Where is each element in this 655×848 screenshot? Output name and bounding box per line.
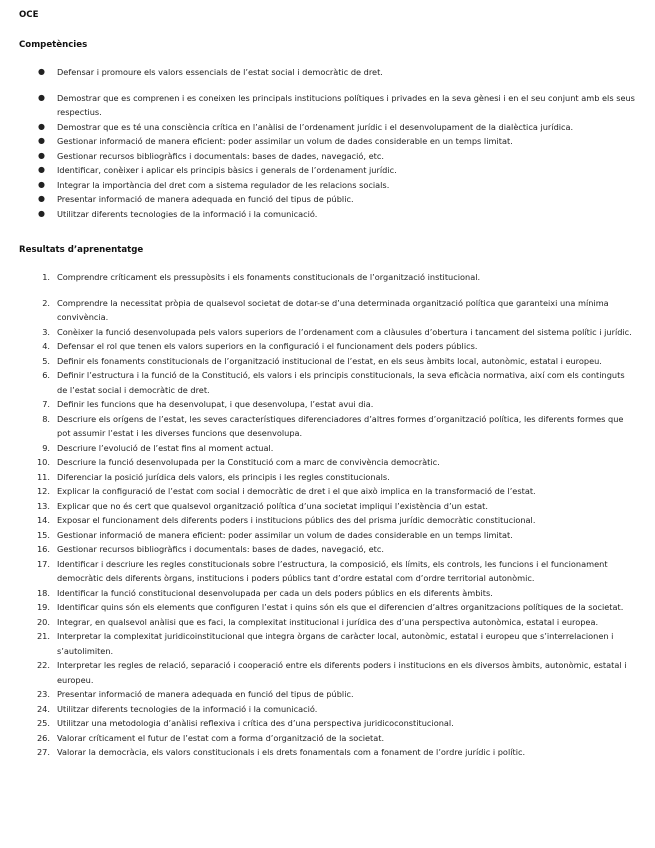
list-item: 11. Diferenciar la posició jurídica dels valors, els principis i les regles constitucionals. [36,471,390,482]
list-item: 1. Comprendre críticament els pressupòsits i els fonaments constitucionals de l’organització institucional. [42,272,481,282]
list-item: ● Gestionar informació de manera eficient: poder assimilar un volum de dades considerable en un temps limitat. [0,134,655,149]
competences-list [0,65,655,221]
bullet-icon: ● [38,121,45,131]
list-item: 21. Interpretar la complexitat juridicoinstitucional que integra òrgans de caràcter local, autonòmic, estatal i europeu que s’interrelacionen i s’autolimiten. [36,631,614,656]
list-item: 6. Definir l’estructura i la funció de la Constitució, els valors i els principis constitucionals, la seva eficàcia normativa, així com els continguts de l’estat social i democràtic de dret. [42,370,625,395]
results-list [0,270,655,760]
list-item: 9. Descriure l’evolució de l’estat fins al moment actual. [42,442,274,453]
list-item: 5. Definir els fonaments constitucionals de l’organització institucional de l’estat, en els seus àmbits local, autonòmic, estatal i europeu. [42,355,602,366]
list-item: 25. Utilitzar una metodologia d’anàlisi reflexiva i crítica des d’una perspectiva juridicoconstitucional. [36,718,454,728]
list-item: 13. Explicar que no és cert que qualsevol organització política d’una societat impliqui l’existència d’un estat. [36,500,488,511]
bullet-icon: ● [38,179,45,189]
list-item: ● Presentar informació de manera adequada en funció del tipus de públic. [0,192,655,207]
list-item: ● Demostrar que es comprenen i es coneixen les principals institucions polítiques i privades en la seva gènesi i en el seu conjunt amb els seus respectius. [38,92,635,117]
list-item: 22. Interpretar les regles de relació, separació i cooperació entre els diferents poders i institucions en els diversos àmbits, autonòmic, estatal i europeu. [36,660,627,685]
competences-heading: Competències [19,40,88,50]
list-item: ● Utilitzar diferents tecnologies de la informació i la comunicació. [0,207,655,222]
bullet-icon: ● [38,165,45,174]
list-item: ● Defensar i promoure els valors essencials de l’estat social i democràtic de dret. [0,65,655,80]
list-item: 7. Definir les funcions que ha desenvolupat, i que desenvolupa, l’estat avui dia. [42,399,374,409]
list-item: ● Integrar la importància del dret com a sistema regulador de les relacions socials. [0,178,655,193]
bullet-icon: ● [38,67,45,76]
list-item: 19. Identificar quins són els elements que configuren l’estat i quins són els que el diferencien d’altres organitzacions polítiques de la societat. [36,602,624,612]
list-item: ● Gestionar recursos bibliogràfics i documentals: bases de dades, navegació, etc. [0,149,655,164]
list-item: 18. Identificar la funció constitucional desenvolupada per cada un dels poders públics en els diferents àmbits. [36,587,493,598]
list-item: 27. Valorar la democràcia, els valors constitucionals i els drets fonamentals com a fonament de l’ordre jurídic i polític. [36,747,526,757]
bullet-icon: ● [38,208,45,218]
list-item: 2. Comprendre la necessitat pròpia de qualsevol societat de dotar-se d’una determinada organització política que garanteixi una mínima convivència. [42,297,609,322]
list-item: 17. Identificar i descriure les regles constitucionals sobre l’estructura, la composició, els límits, els controls, les funcions i el funcionament democràtic dels diferents òrgans, institucions i poders públics tant d’ordre estatal com d’ordre territorial autonòmic. [36,558,608,583]
list-item: 8. Descriure els orígens de l’estat, les seves característiques diferenciadores d’altres formes d’organització política, les diferents formes que pot assumir l’estat i les diverses funcions que desenvolupa. [42,413,624,438]
list-item: 4. Defensar el rol que tenen els valors superiors en la configuració i el funcionament dels poders públics. [42,341,478,351]
list-item: ● Identificar, conèixer i aplicar els principis bàsics i generals de l’ordenament jurídic. [0,163,655,178]
bullet-icon: ● [38,194,45,203]
list-item: 24. Utilitzar diferents tecnologies de la informació i la comunicació. [36,703,318,714]
bullet-icon: ● [38,136,45,145]
list-item: ● Demostrar que es té una consciència crítica en l’anàlisi de l’ordenament jurídic i el desenvolupament de la dialèctica jurídica. [0,120,655,135]
list-item: 20. Integrar, en qualsevol anàlisi que es faci, la complexitat institucional i jurídica des d’una perspectiva autonòmica, estatal i europea. [36,616,599,627]
list-item: 10. Descriure la funció desenvolupada per la Constitució com a marc de convivència democràtic. [36,457,440,467]
list-item: 15. Gestionar informació de manera eficient: poder assimilar un volum de dades considerable en un temps limitat. [36,529,513,540]
document-code: OCE [19,10,39,20]
bullet-icon: ● [38,92,45,102]
list-item: 12. Explicar la configuració de l’estat com social i democràtic de dret i el que això implica en la transformació de l’estat. [36,486,536,496]
list-item: 16. Gestionar recursos bibliogràfics i documentals: bases de dades, navegació, etc. [36,544,384,554]
list-item: 26. Valorar críticament el futur de l’estat com a forma d’organització de la societat. [36,732,385,743]
bullet-icon: ● [38,150,45,160]
results-heading: Resultats d’aprenentatge [19,245,144,255]
list-item: 3. Conèixer la funció desenvolupada pels valors superiors de l’ordenament com a clàusules d’obertura i tancament del sistema polític i jurídic. [42,326,632,337]
list-item: 23. Presentar informació de manera adequada en funció del tipus de públic. [36,689,354,699]
list-item: 14. Exposar el funcionament dels diferents poders i institucions públics des del prisma jurídic democràtic constitucional. [36,515,536,525]
